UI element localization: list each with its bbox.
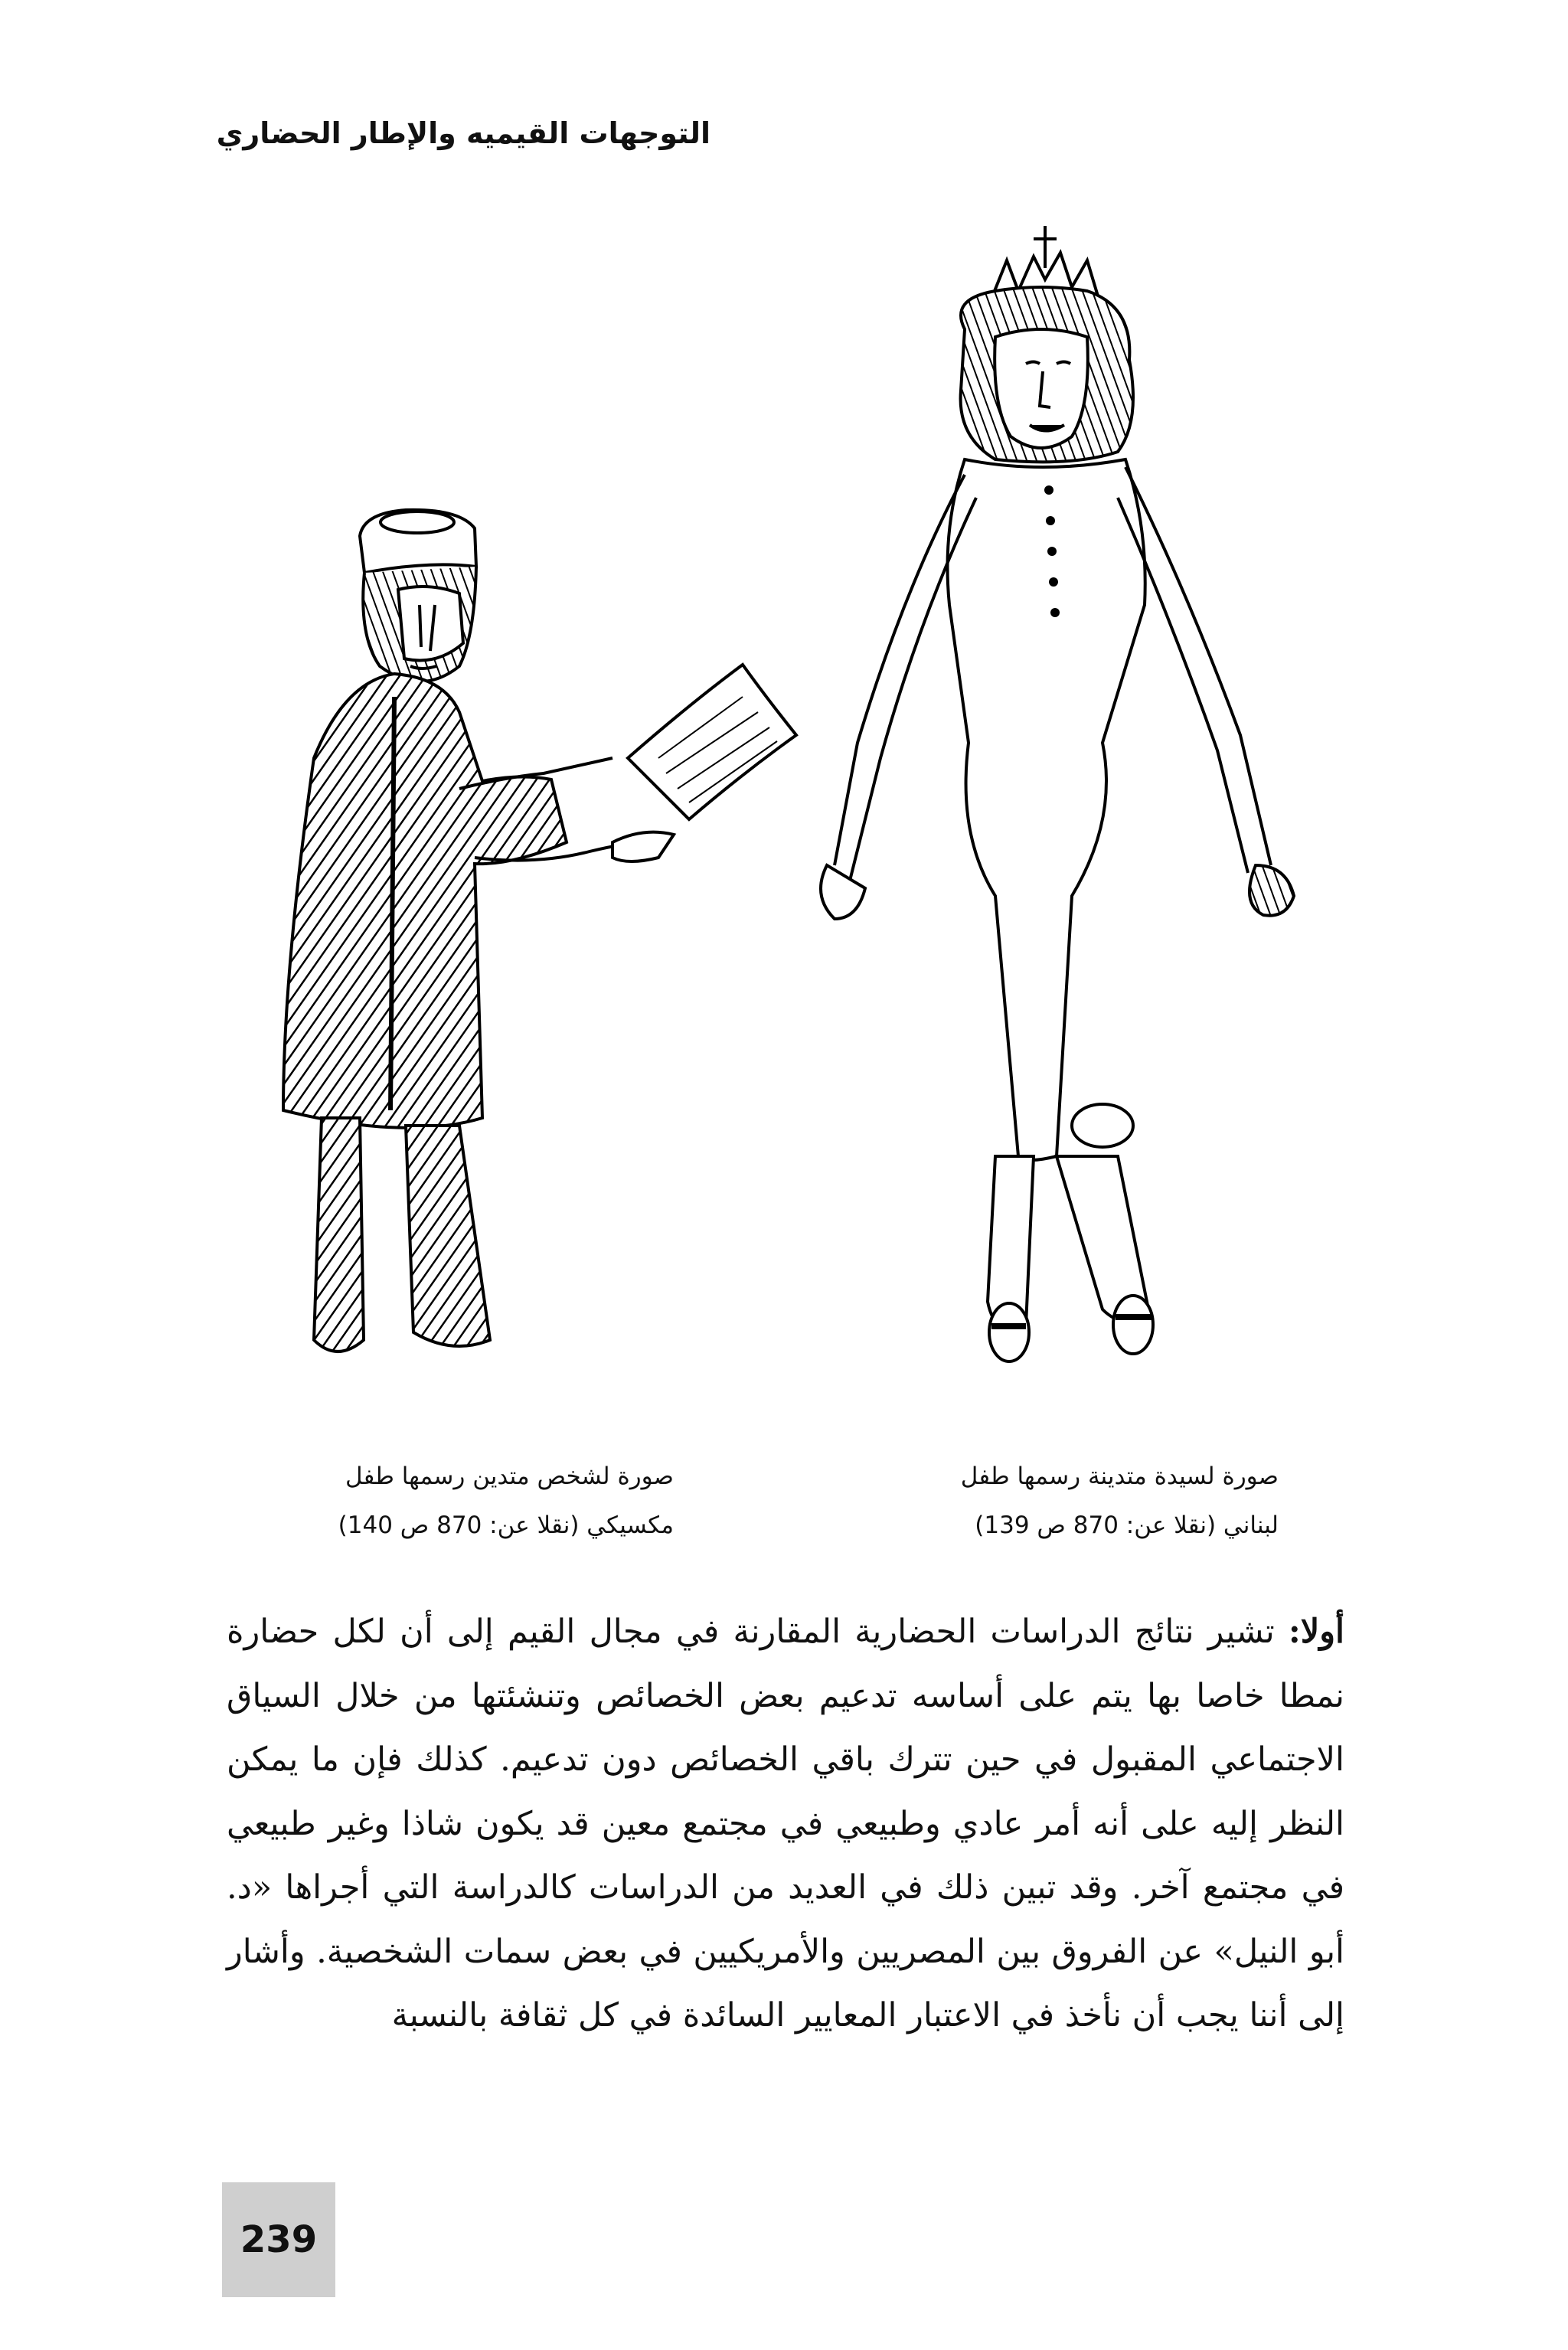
left-figure-drawing <box>283 510 796 1351</box>
page-number: 239 <box>222 2182 335 2297</box>
paragraph-lead: أولا: <box>1288 1613 1344 1651</box>
figures-area <box>230 207 1348 1401</box>
right-caption-line1: صورة لسيدة متدينة رسمها طفل <box>960 1463 1279 1490</box>
right-figure-drawing <box>821 226 1294 1361</box>
right-figure-caption <box>842 1452 1279 1550</box>
right-caption-line2: لبناني (نقلا عن: 870 ص 139) <box>975 1512 1279 1539</box>
body-paragraph <box>227 1600 1344 2048</box>
figures-drawing <box>230 207 1348 1401</box>
left-caption-line2: مكسيكي (نقلا عن: 870 ص 140) <box>338 1512 674 1539</box>
paragraph-text: تشير نتائج الدراسات الحضارية المقارنة في مجال القيم إلى أن لكل حضارة نمطا خاصا بها يتم على أساسه تدعيم بعض الخصائص وتنشئتها من خلال السياق الاجتماعي المقبول في حين تترك باقي الخصائص دون تدعيم. كذلك فإن ما يمكن النظر إليه على أنه أمر عادي وطبيعي في مجتمع معين قد يكون شاذا وغير طبيعي في مجتمع آخر. وقد تبين ذلك في العديد من الدراسات كالدراسة التي أجراها «د. أبو النيل» عن الفروق بين المصريين والأمريكيين في بعض سمات الشخصية. وأشار إلى أننا يجب أن نأخذ في الاعتبار المعايير السائدة في كل ثقافة بالنسبة <box>227 1613 1344 2035</box>
running-header: التوجهات القيميه والإطار الحضاري <box>216 116 710 150</box>
left-caption-line1: صورة لشخص متدين رسمها طفل <box>345 1463 674 1490</box>
left-figure-caption <box>245 1452 674 1550</box>
